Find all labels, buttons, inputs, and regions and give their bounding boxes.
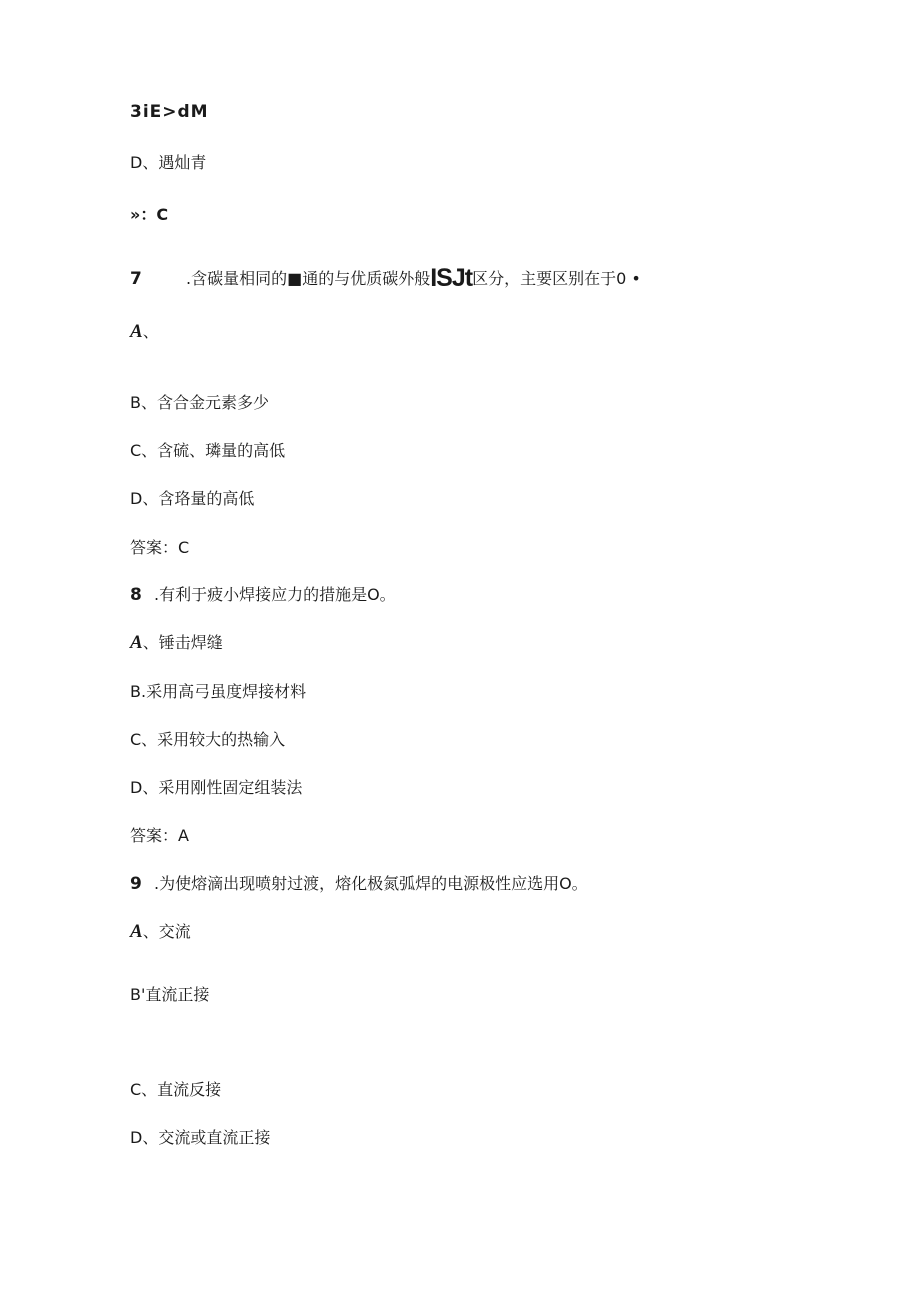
question-8	[130, 585, 396, 605]
question-8-number: 8	[130, 585, 142, 605]
question-7-number: 7	[130, 269, 142, 289]
question-7-option-c: C、含硫、璘量的高低	[130, 441, 286, 460]
option-a-text: 、交流	[142, 922, 191, 941]
option-a-letter: A	[130, 632, 143, 653]
option-a-letter: A	[130, 321, 143, 342]
option-a-text: 、	[142, 322, 159, 341]
question-7-text-big: ISJt	[430, 264, 473, 292]
question-9-option-c: C、直流反接	[130, 1080, 222, 1099]
question-7-text-a: .含碳量相同的■通的与优质碳外般	[186, 269, 431, 288]
question-8-text: .有利于疲小焊接应力的措施是O。	[154, 585, 396, 604]
question-7	[130, 264, 641, 292]
question-7-text-b: 区分，主要区别在于0 •	[472, 269, 641, 288]
answer-line: »：C	[130, 205, 169, 224]
question-9	[130, 874, 588, 894]
question-8-option-a	[130, 633, 223, 653]
question-7-option-a	[130, 322, 159, 342]
option-a-text: 、锤击焊缝	[142, 633, 223, 652]
option-a-letter: A	[130, 921, 143, 942]
question-8-option-d: D、采用刚性固定组装法	[130, 778, 303, 797]
question-7-option-b: B、含合金元素多少	[130, 393, 269, 412]
question-7-answer: 答案：C	[130, 538, 190, 557]
garbled-text-line: 3iE>dM	[130, 102, 209, 122]
option-d-line: D、遇灿青	[130, 153, 207, 172]
question-8-option-c: C、采用较大的热输入	[130, 730, 286, 749]
question-9-text: .为使熔滴出现喷射过渡，熔化极氮弧焊的电源极性应选用O。	[154, 874, 588, 893]
question-9-option-a	[130, 922, 191, 942]
question-7-option-d: D、含珞量的高低	[130, 489, 255, 508]
question-9-number: 9	[130, 874, 142, 894]
question-8-answer: 答案：A	[130, 826, 189, 845]
question-9-option-b: B'直流正接	[130, 985, 210, 1004]
question-9-option-d: D、交流或直流正接	[130, 1128, 271, 1147]
question-8-option-b: B.采用高弓虽度焊接材料	[130, 682, 307, 701]
